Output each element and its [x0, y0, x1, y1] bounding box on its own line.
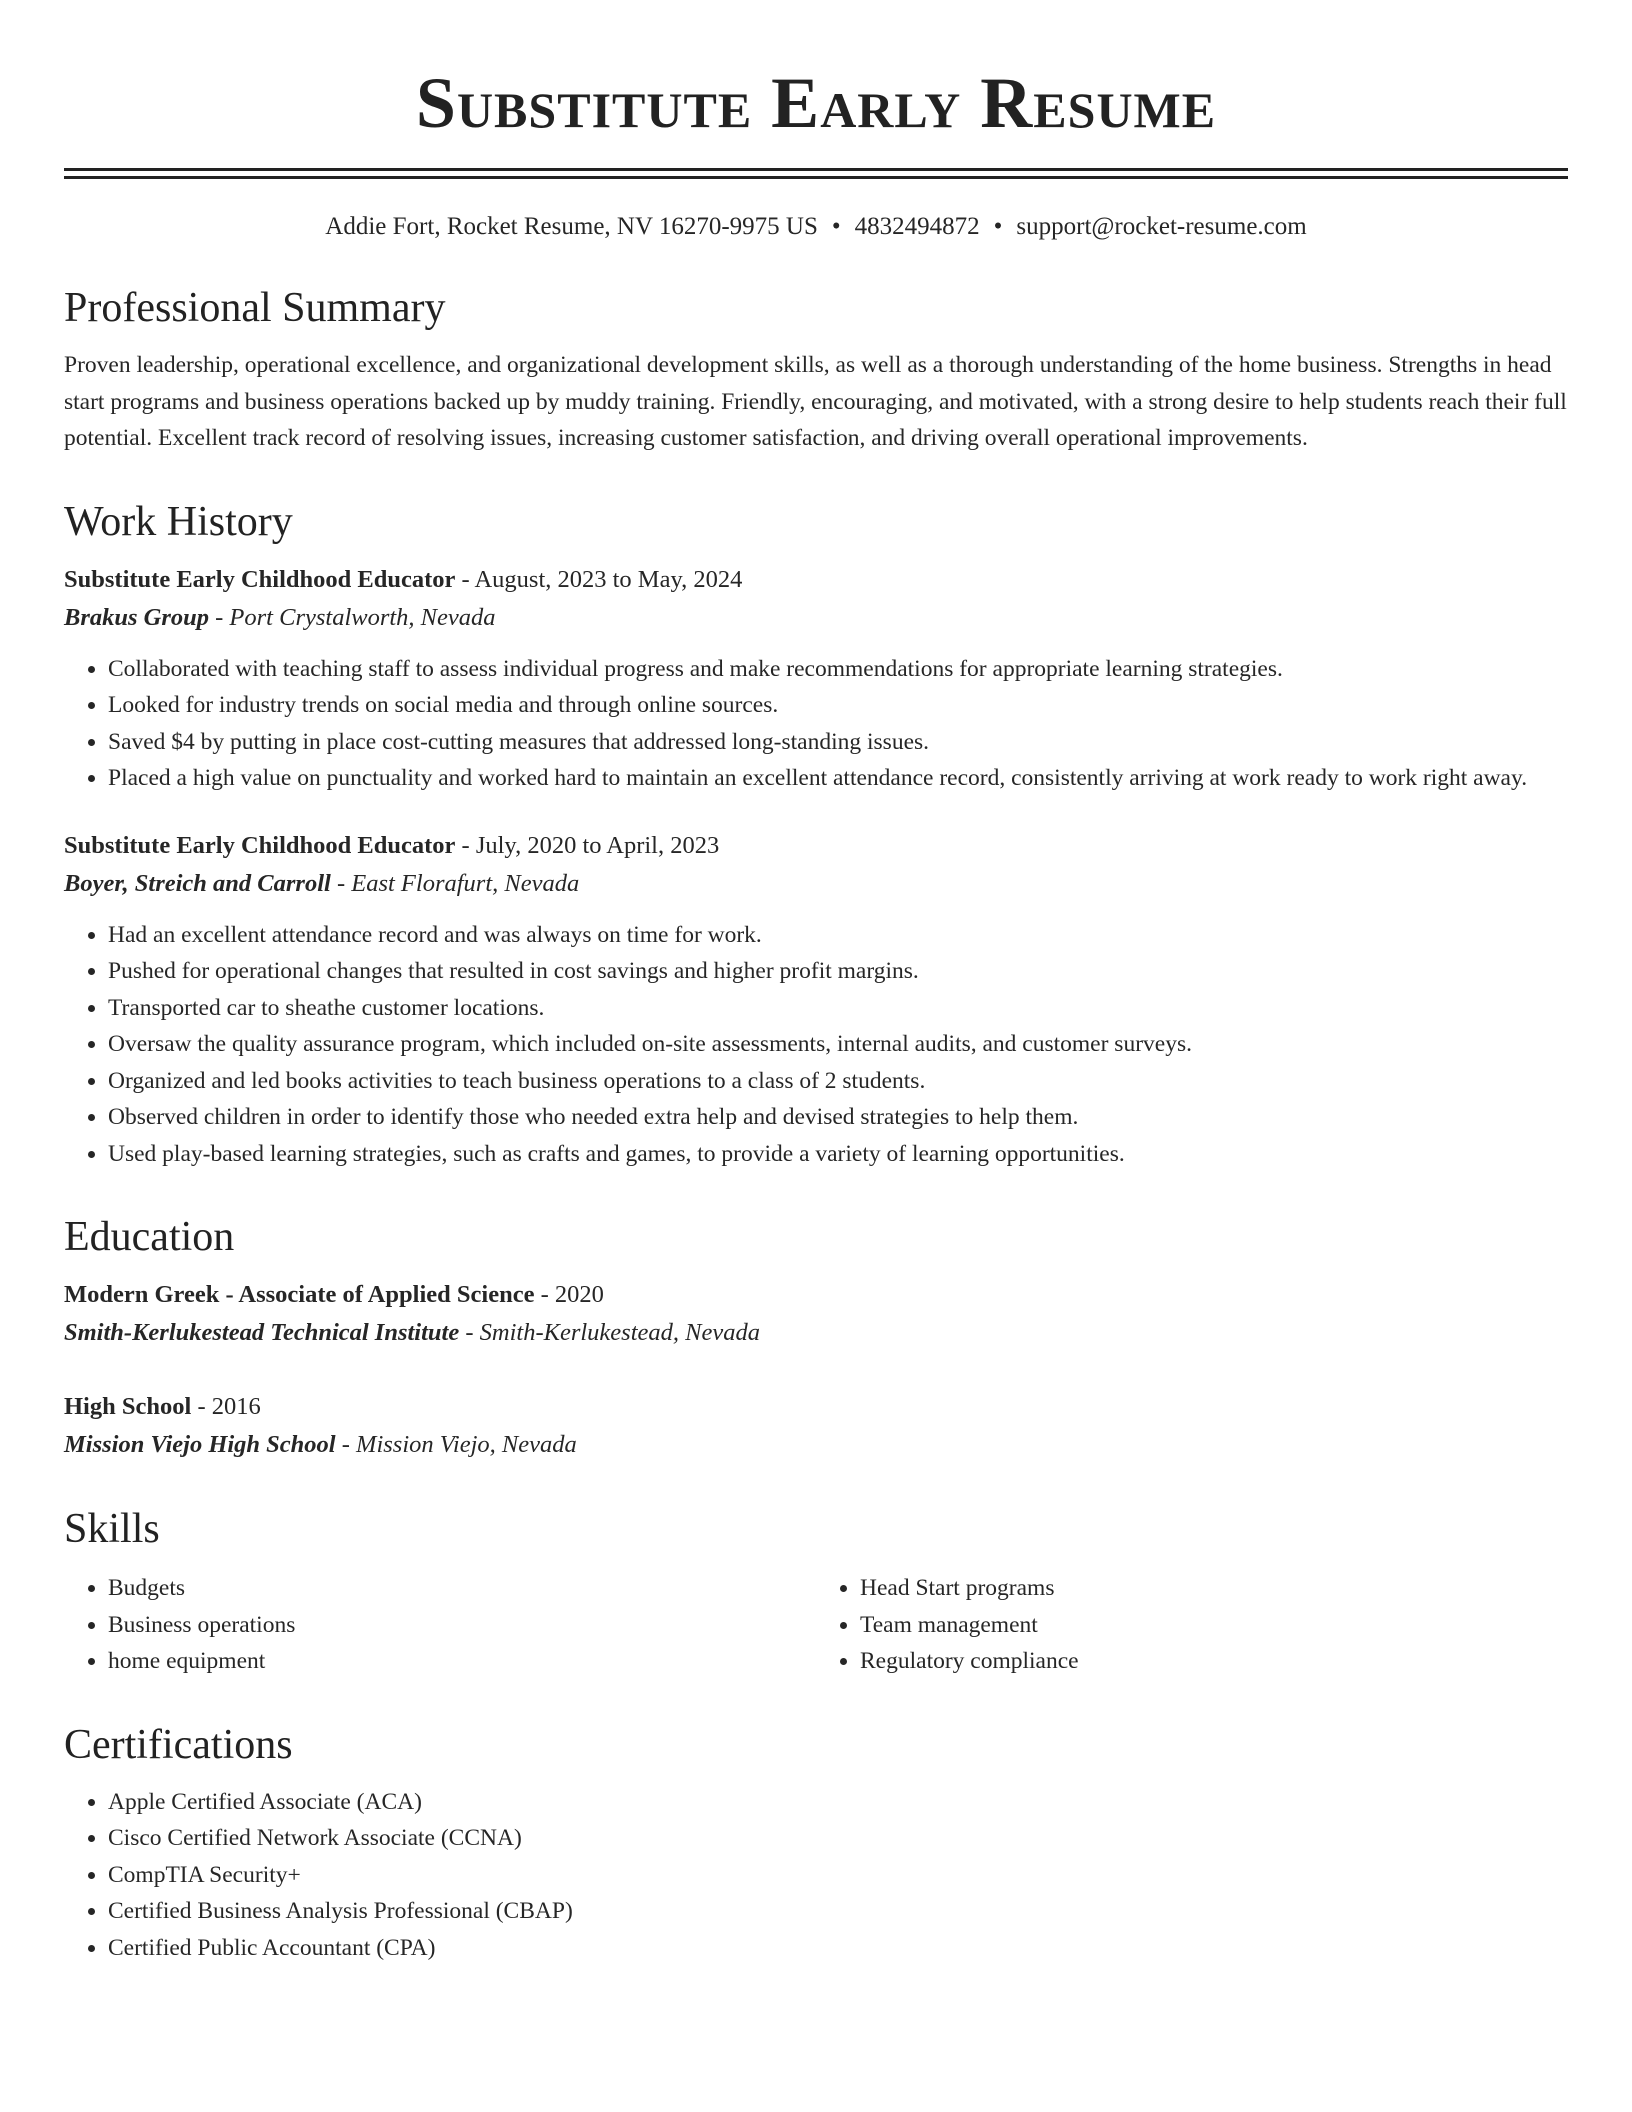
certification-item: • Cisco Certified Network Associate (CCNA) — [108, 1820, 1568, 1857]
contact-address: Addie Fort, Rocket Resume, NV 16270-9975 US — [325, 213, 818, 240]
contact-separator: • — [993, 213, 1003, 240]
skills-left-column — [64, 1570, 816, 1680]
title-divider — [64, 168, 1568, 179]
skill-item: • Regulatory compliance — [860, 1643, 1568, 1680]
job-title-line — [64, 827, 1568, 865]
school-line — [64, 1314, 1568, 1352]
work-history-heading: Work History — [64, 498, 293, 545]
job-entry — [64, 827, 1568, 1173]
list-item: • Observed children in order to identify those who needed extra help and devised strategies to help them. — [108, 1099, 1568, 1136]
skills-right-column — [816, 1570, 1568, 1680]
list-item: • Placed a high value on punctuality and worked hard to maintain an excellent attendance record, consistently arriving at work ready to work right away. — [108, 760, 1568, 797]
school-line — [64, 1426, 1568, 1464]
resume-title: Substitute Early Resume — [415, 63, 1217, 143]
list-item: • Had an excellent attendance record and was always on time for work. — [108, 917, 1568, 954]
degree: High School — [64, 1393, 192, 1420]
job-company-line — [64, 865, 1568, 903]
degree-line — [64, 1388, 1568, 1426]
school-location: - Mission Viejo, Nevada — [335, 1431, 577, 1458]
school-name: Mission Viejo High School — [64, 1431, 336, 1458]
job-bullets — [64, 917, 1568, 1173]
school-location: - Smith-Kerlukestead, Nevada — [459, 1319, 760, 1346]
contact-phone: 4832494872 — [854, 213, 980, 240]
job-title: Substitute Early Childhood Educator — [64, 831, 456, 859]
skill-item: • Budgets — [108, 1570, 816, 1607]
list-item: • Organized and led books activities to teach business operations to a class of 2 students. — [108, 1063, 1568, 1100]
skills-heading: Skills — [64, 1506, 160, 1552]
certification-item: • Apple Certified Associate (ACA) — [108, 1784, 1568, 1821]
list-item: • Collaborated with teaching staff to assess individual progress and make recommendations for appropriate learning strategies. — [108, 651, 1568, 688]
job-location: - Port Crystalworth, Nevada — [209, 603, 496, 631]
summary-heading: Professional Summary — [64, 285, 446, 331]
summary-text: Proven leadership, operational excellence, and organizational development skills, as well as a thorough understanding of the home business. Strengths in head start programs and business operations backed up by muddy training. Friendly, encouraging, and motivated, with a strong desire to help students reach their full potential. Excellent track record of resolving issues, increasing customer satisfaction, and driving overall operational improvements. — [64, 352, 1567, 451]
job-bullets — [64, 651, 1568, 797]
job-company: Boyer, Streich and Carroll — [64, 869, 331, 897]
graduation-year: - 2020 — [534, 1281, 604, 1308]
education-entry — [64, 1388, 1568, 1464]
skill-item: • home equipment — [108, 1643, 816, 1680]
certifications-list — [64, 1784, 1568, 1967]
list-item: • Oversaw the quality assurance program, which included on-site assessments, internal audits, and customer surveys. — [108, 1026, 1568, 1063]
list-item: • Saved $4 by putting in place cost-cutting measures that addressed long-standing issues. — [108, 724, 1568, 761]
list-item: • Used play-based learning strategies, such as crafts and games, to provide a variety of learning opportunities. — [108, 1136, 1568, 1173]
certification-item: • CompTIA Security+ — [108, 1857, 1568, 1894]
skill-item: • Head Start programs — [860, 1570, 1568, 1607]
degree-line — [64, 1276, 1568, 1314]
job-dates: - July, 2020 to April, 2023 — [455, 831, 720, 859]
job-company: Brakus Group — [64, 603, 210, 631]
contact-line — [64, 211, 1568, 243]
job-entry — [64, 561, 1568, 797]
job-location: - East Florafurt, Nevada — [330, 869, 580, 897]
skill-item: • Business operations — [108, 1607, 816, 1644]
skills-grid — [64, 1568, 1568, 1680]
education-heading: Education — [64, 1214, 235, 1260]
job-dates: - August, 2023 to May, 2024 — [455, 565, 743, 593]
certification-item: • Certified Business Analysis Professional (CBAP) — [108, 1893, 1568, 1930]
list-item: • Transported car to sheathe customer locations. — [108, 990, 1568, 1027]
list-item: • Pushed for operational changes that resulted in cost savings and higher profit margins. — [108, 953, 1568, 990]
contact-separator: • — [831, 213, 841, 240]
job-company-line — [64, 599, 1568, 637]
skill-item: • Team management — [860, 1607, 1568, 1644]
contact-email: support@rocket-resume.com — [1016, 213, 1307, 240]
degree: Modern Greek - Associate of Applied Science — [64, 1281, 535, 1308]
education-entry — [64, 1276, 1568, 1352]
certifications-heading: Certifications — [64, 1721, 293, 1768]
graduation-year: - 2016 — [191, 1393, 261, 1420]
job-title: Substitute Early Childhood Educator — [64, 565, 456, 593]
certification-item: • Certified Public Accountant (CPA) — [108, 1930, 1568, 1967]
list-item: • Looked for industry trends on social media and through online sources. — [108, 687, 1568, 724]
job-title-line — [64, 561, 1568, 599]
school-name: Smith-Kerlukestead Technical Institute — [64, 1319, 460, 1346]
